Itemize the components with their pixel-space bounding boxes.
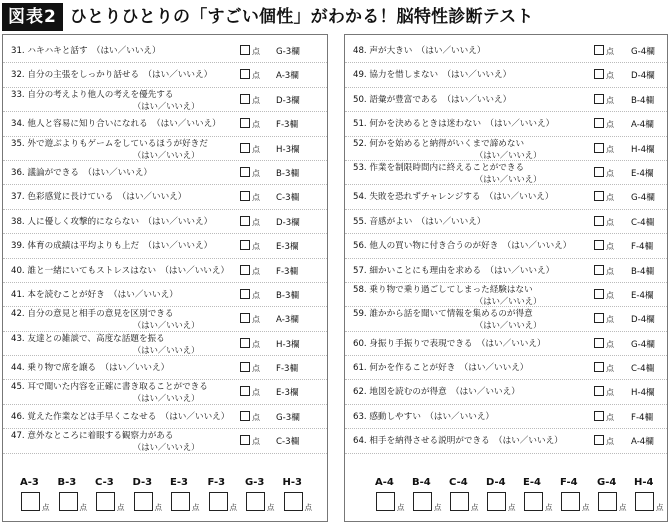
column-label: B-3欄 <box>276 168 300 179</box>
summary-label: E-3 <box>170 477 188 488</box>
column-label: C-3欄 <box>276 437 300 448</box>
summary-cell <box>523 477 559 521</box>
score-checkbox[interactable] <box>594 313 604 323</box>
point-label: 点 <box>252 144 260 154</box>
summary-label: A-3 <box>20 477 39 488</box>
point-label: 点 <box>117 503 125 512</box>
column-label: D-4欄 <box>631 71 655 82</box>
answer-options: （はい／いいえ） <box>133 442 200 453</box>
summary-label: B-3 <box>57 477 77 488</box>
figure-badge: 図表2 <box>2 3 63 31</box>
score-checkbox[interactable] <box>594 118 604 128</box>
score-checkbox[interactable] <box>240 362 250 372</box>
point-label: 点 <box>252 412 260 422</box>
point-label: 点 <box>229 503 237 512</box>
question-row <box>3 234 327 258</box>
summary-cell <box>133 477 169 521</box>
summary-cell <box>375 477 411 521</box>
question-row <box>3 210 327 234</box>
score-checkbox[interactable] <box>240 289 250 299</box>
question-text: 48. 声が大きい （はい／いいえ） <box>353 46 486 56</box>
column-label: D-3欄 <box>276 217 300 228</box>
summary-score-box[interactable] <box>59 492 78 511</box>
point-label: 点 <box>252 193 260 203</box>
point-label: 点 <box>252 120 260 130</box>
question-text: 47. 意外なところに着眼する観察力がある <box>11 431 174 442</box>
point-label: 点 <box>582 503 590 512</box>
question-row <box>3 185 327 209</box>
point-label: 点 <box>606 437 614 447</box>
score-checkbox[interactable] <box>594 191 604 201</box>
column-label: G-3欄 <box>276 412 300 423</box>
question-text: 38. 人に優しく攻撃的にならない （はい／いいえ） <box>11 216 213 227</box>
point-label: 点 <box>267 503 275 512</box>
summary-cell <box>560 477 596 521</box>
summary-cell <box>20 477 56 521</box>
score-checkbox[interactable] <box>594 167 604 177</box>
summary-cell <box>245 477 281 521</box>
score-checkbox[interactable] <box>240 313 250 323</box>
question-row <box>345 112 667 136</box>
question-row <box>345 63 667 87</box>
summary-label: C-4 <box>449 477 468 488</box>
point-label: 点 <box>397 503 405 512</box>
point-label: 点 <box>606 95 614 105</box>
point-label: 点 <box>508 503 516 512</box>
question-row <box>3 112 327 136</box>
point-label: 点 <box>252 95 260 105</box>
point-label: 点 <box>471 503 479 512</box>
question-row <box>345 137 667 161</box>
column-label: H-3欄 <box>276 339 300 350</box>
question-text: 41. 本を読むことが好き （はい／いいえ） <box>11 289 178 300</box>
point-label: 点 <box>252 242 260 252</box>
summary-cell <box>208 477 244 521</box>
summary-cell <box>597 477 633 521</box>
summary-score-box[interactable] <box>171 492 190 511</box>
score-checkbox[interactable] <box>594 69 604 79</box>
score-checkbox[interactable] <box>594 216 604 226</box>
question-text: 49. 協力を惜しまない （はい／いいえ） <box>353 70 512 81</box>
left-summary <box>3 472 327 522</box>
point-label: 点 <box>606 71 614 81</box>
summary-label: A-4 <box>375 477 394 488</box>
point-label: 点 <box>606 47 614 56</box>
point-label: 点 <box>304 503 312 512</box>
summary-score-box[interactable] <box>21 492 40 511</box>
point-label: 点 <box>606 364 614 374</box>
score-checkbox[interactable] <box>594 386 604 396</box>
question-text: 62. 地図を読むのが得意 （はい／いいえ） <box>353 387 520 398</box>
column-label: B-4欄 <box>631 266 655 277</box>
point-label: 点 <box>606 290 614 300</box>
question-text: 50. 語彙が豊富である （はい／いいえ） <box>353 94 512 105</box>
summary-score-box[interactable] <box>450 492 469 511</box>
column-label: A-3欄 <box>276 71 299 82</box>
summary-score-box[interactable] <box>524 492 543 511</box>
right-summary <box>345 472 667 522</box>
summary-cell <box>95 477 131 521</box>
page-title: ひとりひとりの「すごい個性」がわかる！脳特性診断テスト <box>69 7 534 27</box>
question-row <box>3 161 327 185</box>
score-checkbox[interactable] <box>240 435 250 445</box>
question-text: 56. 他人の買い物に付き合うのが好き （はい／いいえ） <box>353 241 572 252</box>
point-label: 点 <box>252 47 260 56</box>
question-row <box>345 234 667 258</box>
question-text: 40. 誰と一緒にいてもストレスはない （はい／いいえ） <box>11 265 230 276</box>
column-label: G-4欄 <box>631 193 655 204</box>
question-row <box>3 429 327 453</box>
score-checkbox[interactable] <box>240 69 250 79</box>
question-text: 58. 乗り物で乗り過ごしてしまった経験はない <box>353 284 533 295</box>
column-label: E-3欄 <box>276 242 299 253</box>
question-row <box>345 356 667 380</box>
score-checkbox[interactable] <box>594 45 604 55</box>
point-label: 点 <box>252 388 260 398</box>
column-label: F-3欄 <box>276 266 299 277</box>
question-text: 45. 耳で聞いた内容を正確に書き取ることができる <box>11 382 208 393</box>
score-checkbox[interactable] <box>240 265 250 275</box>
question-text: 64. 相手を納得させる説明ができる （はい／いいえ） <box>353 436 563 447</box>
column-label: G-4欄 <box>631 339 655 350</box>
summary-score-box[interactable] <box>96 492 115 511</box>
point-label: 点 <box>606 242 614 252</box>
question-text: 63. 感動しやすい （はい／いいえ） <box>353 411 495 422</box>
score-checkbox[interactable] <box>240 338 250 348</box>
column-label: F-3欄 <box>276 120 299 131</box>
point-label: 点 <box>434 503 442 512</box>
point-label: 点 <box>606 412 614 422</box>
column-label: H-3欄 <box>276 144 300 155</box>
summary-cell <box>486 477 522 521</box>
question-text: 42. 自分の意見と相手の意見を区別できる <box>11 309 174 320</box>
answer-options: （はい／いいえ） <box>475 295 542 306</box>
question-text: 43. 友達との雑談で、高度な話題を振る <box>11 333 165 344</box>
question-text: 35. 外で遊ぶよりもゲームをしているほうが好きだ <box>11 138 208 149</box>
summary-label: E-4 <box>523 477 541 488</box>
score-checkbox[interactable] <box>594 435 604 445</box>
score-checkbox[interactable] <box>594 338 604 348</box>
answer-options: （はい／いいえ） <box>475 149 542 160</box>
question-row <box>3 259 327 283</box>
question-text: 36. 議論ができる （はい／いいえ） <box>11 167 153 178</box>
question-row <box>3 356 327 380</box>
point-label: 点 <box>192 503 200 512</box>
question-row <box>3 380 327 404</box>
column-label: F-3欄 <box>276 364 299 375</box>
answer-options: （はい／いいえ） <box>475 173 542 184</box>
column-label: A-4欄 <box>631 120 654 131</box>
point-label: 点 <box>252 168 260 178</box>
question-text: 37. 色彩感覚に長けている （はい／いいえ） <box>11 192 187 203</box>
column-label: A-4欄 <box>631 437 654 448</box>
score-checkbox[interactable] <box>240 167 250 177</box>
summary-label: G-3 <box>245 477 265 488</box>
point-label: 点 <box>42 503 50 512</box>
question-row <box>345 39 667 63</box>
answer-options: （はい／いいえ） <box>133 344 200 355</box>
summary-label: H-3 <box>282 477 302 488</box>
score-checkbox[interactable] <box>594 411 604 421</box>
score-checkbox[interactable] <box>240 240 250 250</box>
summary-cell <box>634 477 670 521</box>
right-panel <box>344 34 668 522</box>
right-question-list <box>345 39 667 454</box>
score-checkbox[interactable] <box>594 240 604 250</box>
column-label: B-4欄 <box>631 95 655 106</box>
score-checkbox[interactable] <box>240 45 250 55</box>
point-label: 点 <box>154 503 162 512</box>
question-text: 55. 音感がよい （はい／いいえ） <box>353 216 486 227</box>
point-label: 点 <box>79 503 87 512</box>
point-label: 点 <box>606 217 614 227</box>
question-row <box>3 63 327 87</box>
summary-score-box[interactable] <box>413 492 432 511</box>
point-label: 点 <box>252 437 260 447</box>
summary-cell <box>283 477 319 521</box>
column-label: C-3欄 <box>276 193 300 204</box>
question-row <box>3 283 327 307</box>
column-label: C-4欄 <box>631 364 655 375</box>
point-label: 点 <box>606 144 614 154</box>
point-label: 点 <box>545 503 553 512</box>
answer-options: （はい／いいえ） <box>133 149 200 160</box>
question-text: 57. 細かいことにも理由を求める （はい／いいえ） <box>353 265 555 276</box>
answer-options: （はい／いいえ） <box>133 393 200 404</box>
question-row <box>345 161 667 185</box>
point-label: 点 <box>606 388 614 398</box>
column-label: H-4欄 <box>631 144 655 155</box>
score-checkbox[interactable] <box>240 143 250 153</box>
summary-cell <box>170 477 206 521</box>
point-label: 点 <box>252 217 260 227</box>
summary-label: D-3 <box>132 477 153 488</box>
score-checkbox[interactable] <box>594 289 604 299</box>
summary-score-box[interactable] <box>598 492 617 511</box>
question-row <box>345 429 667 453</box>
summary-label: F-3 <box>207 477 226 488</box>
column-label: E-4欄 <box>631 168 654 179</box>
answer-options: （はい／いいえ） <box>133 100 200 111</box>
question-text: 44. 乗り物で席を譲る （はい／いいえ） <box>11 363 170 374</box>
summary-cell <box>412 477 448 521</box>
point-label: 点 <box>606 266 614 276</box>
summary-cell <box>449 477 485 521</box>
column-label: H-4欄 <box>631 388 655 399</box>
summary-label: D-4 <box>486 477 506 488</box>
answer-options: （はい／いいえ） <box>475 320 542 331</box>
summary-score-box[interactable] <box>561 492 580 511</box>
summary-label: H-4 <box>634 477 654 488</box>
point-label: 点 <box>252 71 260 81</box>
column-label: E-3欄 <box>276 388 299 399</box>
summary-score-box[interactable] <box>376 492 395 511</box>
question-text: 61. 何かを作ることが好き （はい／いいえ） <box>353 363 529 374</box>
point-label: 点 <box>606 120 614 130</box>
question-text: 39. 体育の成績は平均よりも上だ （はい／いいえ） <box>11 241 213 252</box>
score-checkbox[interactable] <box>240 94 250 104</box>
summary-score-box[interactable] <box>487 492 506 511</box>
left-question-list <box>3 39 327 454</box>
question-text: 32. 自分の主張をしっかり話せる （はい／いいえ） <box>11 70 213 81</box>
score-checkbox[interactable] <box>594 362 604 372</box>
score-checkbox[interactable] <box>240 216 250 226</box>
question-row <box>3 88 327 112</box>
point-label: 点 <box>619 503 627 512</box>
question-row <box>3 137 327 161</box>
score-checkbox[interactable] <box>240 411 250 421</box>
question-text: 51. 何かを決めるときは迷わない （はい／いいえ） <box>353 119 555 130</box>
point-label: 点 <box>252 315 260 325</box>
question-text: 46. 覚えた作業などは手早くこなせる （はい／いいえ） <box>11 411 230 422</box>
question-row <box>345 405 667 429</box>
summary-label: C-3 <box>95 477 114 488</box>
column-label: F-4欄 <box>631 412 654 423</box>
left-panel <box>2 34 328 522</box>
point-label: 点 <box>656 503 664 512</box>
summary-label: F-4 <box>560 477 578 488</box>
column-label: B-3欄 <box>276 290 300 301</box>
column-label: D-3欄 <box>276 95 300 106</box>
question-row <box>3 39 327 63</box>
point-label: 点 <box>606 339 614 349</box>
summary-score-box[interactable] <box>134 492 153 511</box>
point-label: 点 <box>606 193 614 203</box>
summary-score-box[interactable] <box>209 492 228 511</box>
point-label: 点 <box>252 266 260 276</box>
question-row <box>3 307 327 331</box>
question-row <box>345 185 667 209</box>
summary-cell <box>58 477 94 521</box>
question-row <box>345 88 667 112</box>
score-checkbox[interactable] <box>594 143 604 153</box>
question-row <box>345 380 667 404</box>
score-checkbox[interactable] <box>594 265 604 275</box>
summary-score-box[interactable] <box>284 492 303 511</box>
column-label: G-3欄 <box>276 47 300 57</box>
question-text: 52. 何かを始めると納得がいくまで諦めない <box>353 138 525 149</box>
question-row <box>345 307 667 331</box>
point-label: 点 <box>606 168 614 178</box>
score-checkbox[interactable] <box>240 118 250 128</box>
column-label: F-4欄 <box>631 242 654 253</box>
point-label: 点 <box>252 339 260 349</box>
question-text: 53. 作業を制限時間内に終えることができる <box>353 162 525 173</box>
question-row <box>3 405 327 429</box>
question-text: 54. 失敗を恐れずチャレンジする （はい／いいえ） <box>353 192 554 203</box>
summary-score-box[interactable] <box>246 492 265 511</box>
point-label: 点 <box>252 290 260 300</box>
score-checkbox[interactable] <box>240 386 250 396</box>
header <box>0 0 670 34</box>
score-checkbox[interactable] <box>240 191 250 201</box>
question-text: 59. 誰かから話を聞いて情報を集めるのが得意 <box>353 309 533 320</box>
column-label: A-3欄 <box>276 315 299 326</box>
question-row <box>345 332 667 356</box>
question-text: 33. 自分の考えより他人の考えを優先する <box>11 89 174 100</box>
column-label: G-4欄 <box>631 47 655 57</box>
column-label: C-4欄 <box>631 217 655 228</box>
question-row <box>3 332 327 356</box>
question-row <box>345 259 667 283</box>
column-label: D-4欄 <box>631 315 655 326</box>
question-text: 34. 他人と容易に知り合いになれる （はい／いいえ） <box>11 119 221 130</box>
question-text: 60. 身振り手振りで表現できる （はい／いいえ） <box>353 338 546 349</box>
point-label: 点 <box>606 315 614 325</box>
question-row <box>345 283 667 307</box>
summary-label: B-4 <box>412 477 431 488</box>
answer-options: （はい／いいえ） <box>133 320 200 331</box>
summary-label: G-4 <box>597 477 617 488</box>
column-label: E-4欄 <box>631 290 654 301</box>
question-row <box>345 210 667 234</box>
summary-score-box[interactable] <box>635 492 654 511</box>
score-checkbox[interactable] <box>594 94 604 104</box>
point-label: 点 <box>252 364 260 374</box>
question-text: 31. ハキハキと話す （はい／いいえ） <box>11 46 161 56</box>
